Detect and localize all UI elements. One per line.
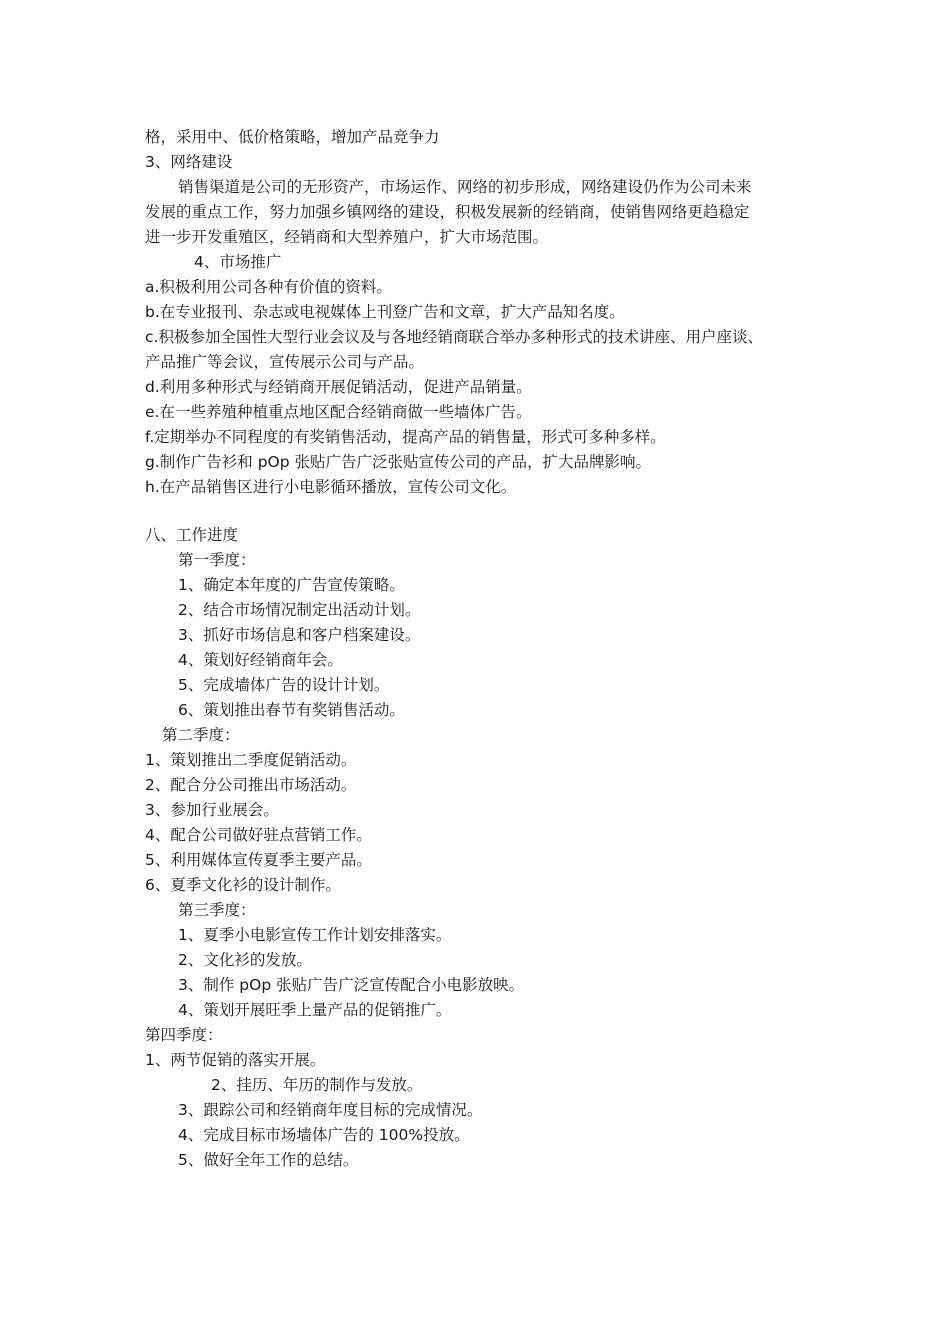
list-item: 5、利用媒体宣传夏季主要产品。 <box>145 851 372 869</box>
list-item: 1、确定本年度的广告宣传策略。 <box>178 576 405 594</box>
list-item: 1、夏季小电影宣传工作计划安排落实。 <box>178 926 452 944</box>
list-item: g.制作广告衫和 pOp 张贴广告广泛张贴宣传公司的产品，扩大品牌影响。 <box>145 453 652 471</box>
list-item: 2、挂历、年历的制作与发放。 <box>211 1076 423 1094</box>
list-item: 1、两节促销的落实开展。 <box>145 1051 326 1069</box>
section-heading: 八、工作进度 <box>145 526 239 544</box>
list-item: 3、参加行业展会。 <box>145 801 279 819</box>
list-item: c.积极参加全国性大型行业会议及与各地经销商联合举办多种形式的技术讲座、用户座谈、 <box>145 328 763 346</box>
list-item: 4、策划开展旺季上量产品的促销推广。 <box>178 1001 452 1019</box>
quarter-heading: 第一季度： <box>178 551 256 569</box>
paragraph-line: 销售渠道是公司的无形资产，市场运作、网络的初步形成，网络建设仍作为公司未来 <box>178 178 752 196</box>
list-item: e.在一些养殖种植重点地区配合经销商做一些墙体广告。 <box>145 403 532 421</box>
list-item: 5、完成墙体广告的设计计划。 <box>178 676 390 694</box>
section-heading: 3、网络建设 <box>145 153 233 171</box>
quarter-heading: 第四季度： <box>145 1026 223 1044</box>
list-item: 6、策划推出春节有奖销售活动。 <box>178 701 405 719</box>
list-item: 3、跟踪公司和经销商年度目标的完成情况。 <box>178 1101 483 1119</box>
quarter-heading: 第二季度： <box>162 726 240 744</box>
list-item: 3、制作 pOp 张贴广告广泛宣传配合小电影放映。 <box>178 976 525 994</box>
section-heading: 4、市场推广 <box>194 253 282 271</box>
paragraph-line: 进一步开发重殖区，经销商和大型养殖户，扩大市场范围。 <box>145 228 549 246</box>
list-item: f.定期举办不同程度的有奖销售活动，提高产品的销售量，形式可多种多样。 <box>145 428 666 446</box>
list-item: a.积极利用公司各种有价值的资料。 <box>145 278 392 296</box>
quarter-heading: 第三季度： <box>178 901 256 919</box>
list-item: 6、夏季文化衫的设计制作。 <box>145 876 341 894</box>
list-item: 2、配合分公司推出市场活动。 <box>145 776 357 794</box>
list-item: 4、配合公司做好驻点营销工作。 <box>145 826 372 844</box>
list-item: 1、策划推出二季度促销活动。 <box>145 751 357 769</box>
list-item: 4、策划好经销商年会。 <box>178 651 343 669</box>
text-line: 格，采用中、低价格策略，增加产品竞争力 <box>145 128 440 146</box>
list-item: 4、完成目标市场墙体广告的 100%投放。 <box>178 1126 470 1144</box>
list-item: 2、结合市场情况制定出活动计划。 <box>178 601 421 619</box>
paragraph-line: 发展的重点工作，努力加强乡镇网络的建设，积极发展新的经销商，使销售网络更趋稳定 <box>145 203 750 221</box>
list-item: 3、抓好市场信息和客户档案建设。 <box>178 626 421 644</box>
list-item: 2、文化衫的发放。 <box>178 951 312 969</box>
list-item: 5、做好全年工作的总结。 <box>178 1151 359 1169</box>
list-item: d.利用多种形式与经销商开展促销活动，促进产品销量。 <box>145 378 532 396</box>
list-item: h.在产品销售区进行小电影循环播放，宣传公司文化。 <box>145 478 517 496</box>
list-item: b.在专业报刊、杂志或电视媒体上刊登广告和文章，扩大产品知名度。 <box>145 303 625 321</box>
list-item-continuation: 产品推广等会议，宣传展示公司与产品。 <box>145 353 425 371</box>
